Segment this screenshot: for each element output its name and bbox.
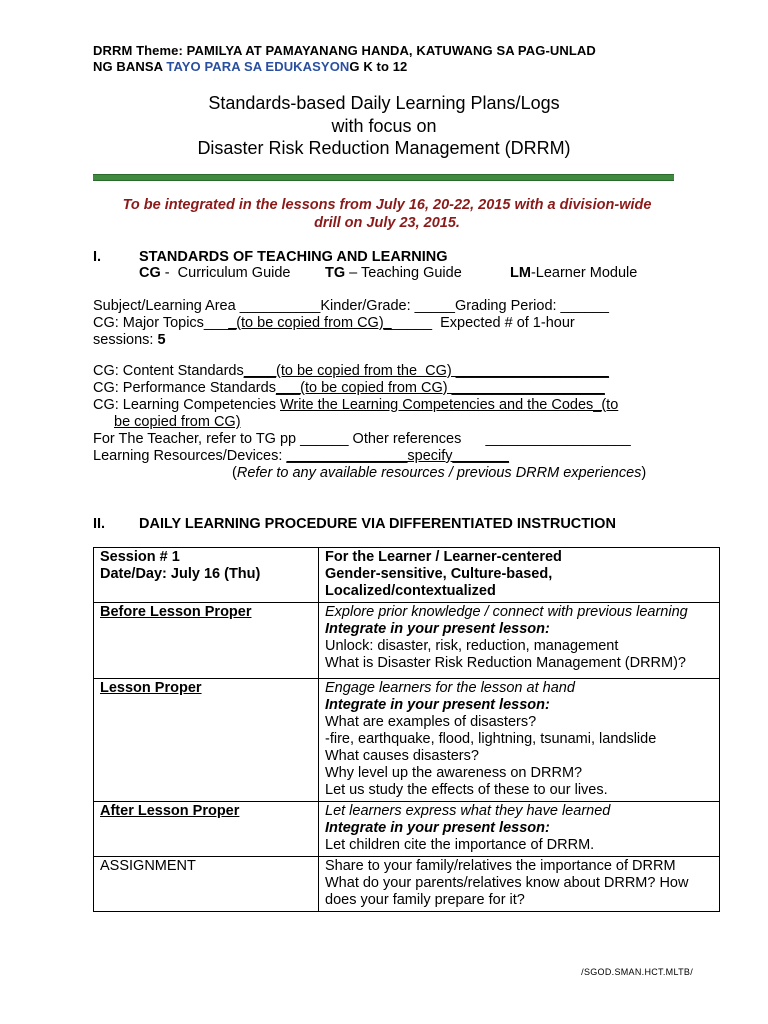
table-row [94,603,720,679]
row-integrate: Integrate in your present lesson: [325,820,550,836]
row-content-lesson-proper [319,679,720,802]
doc-title-line-1: Standards-based Daily Learning Plans/Logs [208,93,560,113]
theme-prefix: NG BANSA [93,59,167,74]
session-cell [94,548,319,603]
theme-slogan: TAYO PARA SA EDUKASYON [166,59,350,74]
tg-line [325,265,462,282]
table-row [94,857,720,912]
performance-standards-label: CG: Performance Standards [93,380,276,396]
row-content-before-lesson [319,603,720,679]
learning-competencies-value-cont: be copied from CG) [114,414,241,430]
table-row [94,679,720,802]
row-line: Let us study the effects of these to our lives. [325,782,608,798]
cg-abbr: CG [139,265,161,281]
section-2-heading: DAILY LEARNING PROCEDURE VIA DIFFERENTIATED INSTRUCTION [139,516,616,532]
row-line: Let children cite the importance of DRRM. [325,837,595,853]
abbreviations-line [139,265,290,282]
content-standards-line [93,363,609,380]
table-header-row [94,548,720,603]
learner-header-2: Gender-sensitive, Culture-based, [325,566,553,582]
content-standards-label: CG: Content Standards [93,363,244,379]
refer-close-paren: ) [641,465,647,481]
major-topics-value: _(to be copied from CG)_ [228,315,392,331]
row-integrate: Integrate in your present lesson: [325,621,550,637]
expected-sessions-label: _____ Expected # of 1-hour [391,315,575,331]
doc-title-line-3: Disaster Risk Reduction Management (DRRM) [197,138,571,158]
row-intro: Explore prior knowledge / connect with previous learning [325,604,688,620]
learner-header-1: For the Learner / Learner-centered [325,549,562,565]
performance-standards-line [93,380,605,397]
resources-label: Learning Resources/Devices: [93,448,287,464]
row-content-after-lesson [319,802,720,857]
lm-def: -Learner Module [530,265,638,281]
table-row [94,802,720,857]
major-topics-line [93,315,575,332]
row-line: Unlock: disaster, risk, reduction, management [325,638,619,654]
row-intro: Engage learners for the lesson at hand [325,680,575,696]
footer-code: /SGOD.SMAN.HCT.MLTB/ [581,967,693,977]
row-integrate: Integrate in your present lesson: [325,697,550,713]
tg-abbr: TG [325,265,346,281]
integration-note-line-2: drill on July 23, 2015. [314,215,460,231]
lm-line [510,265,637,282]
theme-line-2 [93,59,407,75]
doc-title-line-2: with focus on [331,116,437,136]
cg-def: - Curriculum Guide [160,265,291,281]
section-1-number: I. [93,249,102,265]
section-2-number: II. [93,516,106,532]
theme-line-1: DRRM Theme: PAMILYA AT PAMAYANANG HANDA, KATUWANG SA PAG-UNLAD [93,43,596,58]
sessions-label: sessions: [93,332,158,348]
sessions-value: 5 [157,332,166,348]
content-standards-value: ____(to be copied from the CG) ___________________ [243,363,609,379]
row-intro: Let learners express what they have learned [325,803,611,819]
refer-open-paren: ( [232,465,237,481]
row-line: What causes disasters? [325,748,479,764]
resources-line [93,448,509,465]
row-label-after-lesson: After Lesson Proper [94,802,319,857]
green-divider [93,174,674,181]
lm-abbr: LM [510,265,531,281]
row-line: does your family prepare for it? [325,892,525,908]
refer-note [232,465,646,482]
row-line: -fire, earthquake, flood, lightning, tsunami, landslide [325,731,657,747]
learner-header-3: Localized/contextualized [325,583,496,599]
sessions-line [93,332,166,349]
refer-text: Refer to any available resources / previous DRRM experiences [236,465,642,481]
subject-line: Subject/Learning Area __________Kinder/Grade: _____Grading Period: ______ [93,298,609,314]
learning-competencies-label: CG: Learning Competencies [93,397,280,413]
performance-standards-value: ___(to be copied from CG) ___________________ [275,380,605,396]
learner-header-cell [319,548,720,603]
row-label-assignment: ASSIGNMENT [94,857,319,912]
session-date: Date/Day: July 16 (Thu) [100,566,261,582]
row-line: What do your parents/relatives know about DRRM? How [325,875,689,891]
theme-suffix: G K to 12 [349,59,408,74]
section-1-heading: STANDARDS OF TEACHING AND LEARNING [139,249,448,265]
tg-def: – Teaching Guide [345,265,462,281]
session-number: Session # 1 [100,549,180,565]
resources-value: _______________specify_______ [286,448,509,464]
row-label-lesson-proper: Lesson Proper [94,679,319,802]
row-line: What is Disaster Risk Reduction Management (DRRM)? [325,655,686,671]
integration-note-line-1: To be integrated in the lessons from July 16, 20-22, 2015 with a division-wide [122,197,652,213]
teacher-reference-line: For The Teacher, refer to TG pp ______ Other references __________________ [93,431,631,447]
procedure-table [93,547,720,912]
row-line: What are examples of disasters? [325,714,537,730]
row-label-before-lesson: Before Lesson Proper [94,603,319,679]
learning-competencies-line [93,397,618,414]
row-line: Share to your family/relatives the importance of DRRM [325,858,676,874]
row-line: Why level up the awareness on DRRM? [325,765,583,781]
major-topics-label: CG: Major Topics___ [93,315,229,331]
row-content-assignment [319,857,720,912]
learning-competencies-value: Write the Learning Competencies and the Codes_(to [280,397,619,413]
